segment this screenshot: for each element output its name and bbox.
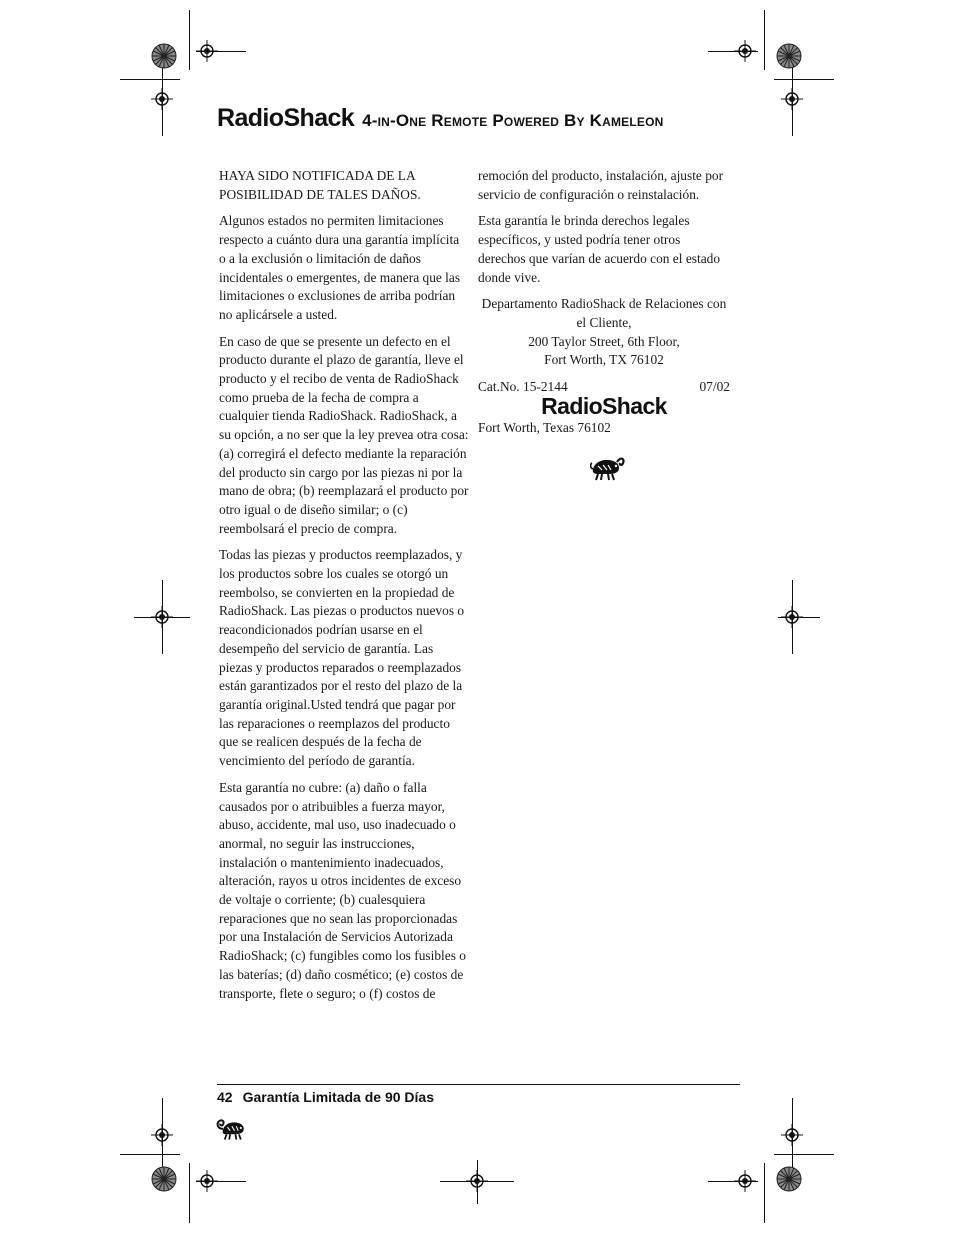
left-column [219,167,469,1011]
page-footer [217,1089,434,1105]
rosette-icon [151,43,177,69]
brand-logo: RadioShack [217,104,355,132]
registration-mark-icon [734,1170,756,1192]
registration-mark-icon [734,40,756,62]
contact-address [478,295,730,370]
paragraph: Esta garantía le brinda derechos legales específicos, y usted podría tener otros derechos que varían de acuerdo con el estado donde vive. [478,213,721,285]
brand-logo: RadioShack [541,392,667,419]
crop-line [764,10,765,70]
crop-line [189,1163,190,1223]
crop-line [774,79,834,80]
catalog-number: Cat.No. 15-2144 [478,379,568,395]
registration-mark-icon [151,88,173,110]
address-line: 200 Taylor Street, 6th Floor, [528,333,680,349]
registration-mark-icon [466,1170,488,1192]
crop-line [764,1163,765,1223]
registration-mark-icon [781,1124,803,1146]
paragraph: En caso de que se presente un defecto en el producto durante el plazo de garantía, lleve el producto y el recibo de venta de RadioShack como prueba de la fecha de compra a cualquier tienda RadioShack. RadioShack, a su opción, a no ser que la ley prevea otra cosa: (a) corregirá el defecto mediante la reparación del producto sin cargo por las piezas ni por la mano de obra; (b) reemplazará el producto por otro igual o de diseño similar; o (c) reembolsará el precio de compra. [219,333,469,536]
page-number: 42 [217,1089,233,1105]
registration-mark-icon [781,606,803,628]
registration-mark-icon [196,40,218,62]
rosette-icon [151,1166,177,1192]
city-line: Fort Worth, Texas 76102 [478,420,611,436]
address-line: Fort Worth, TX 76102 [544,352,664,368]
crop-line [774,1154,834,1155]
crop-line [189,10,190,70]
page-header [217,104,664,133]
crop-line [120,1154,180,1155]
rosette-icon [776,43,802,69]
chameleon-icon [590,452,626,482]
rosette-icon [776,1166,802,1192]
footer-rule [217,1084,740,1085]
paragraph: HAYA SIDO NOTIFICADA DE LA POSIBILIDAD DE TALES DAÑOS. [219,168,421,202]
registration-mark-icon [151,1124,173,1146]
paragraph: Algunos estados no permiten limitaciones respecto a cuánto dura una garantía implícita o a la exclusión o limitación de daños incidentales o emergentes, de manera que las limitaciones o exclusiones de arriba podrían no aplicársele a usted. [219,213,461,322]
registration-mark-icon [781,88,803,110]
paragraph: remoción del producto, instalación, ajuste por servicio de configuración o reinstalación. [478,168,724,202]
paragraph: Todas las piezas y productos reemplazados, y los productos sobre los cuales se otorgó un reembolso, se convierten en la propiedad de RadioShack. Las piezas o productos nuevos o reacondicionados podrían usarse en el desempeño del servicio de garantía. Las piezas y productos reparados o reemplazados están garantizados por el resto del plazo de la garantía original.Usted tendrá que pagar por las reparaciones o reemplazos del producto que se realicen después de la fecha de vencimiento del período de garantía. [219,547,465,769]
paragraph: Esta garantía no cubre: (a) daño o falla causados por o atribuibles a fuerza mayor, abuso, accidente, mal uso, uso inadecuado o anormal, no seguir las instrucciones, instalación o mantenimiento inadecuados, alteración, rayos u otros incidentes de exceso de voltaje o corriente; (b) cualesquiera reparaciones que no sean las proporcionadas por una Instalación de Servicios Autorizada RadioShack; (c) fungibles como los fusibles o las baterías; (d) daño cosmético; (e) costos de transporte, flete o seguro; o (f) costos de [219,779,466,1001]
registration-mark-icon [196,1170,218,1192]
right-column [478,167,730,482]
chameleon-icon [215,1113,247,1143]
address-line: Departamento RadioShack de Relaciones con el Cliente, [481,296,727,330]
date-code: 07/02 [699,379,730,395]
registration-mark-icon [151,606,173,628]
section-title: Garantía Limitada de 90 Días [242,1089,434,1105]
page-title: 4-in-One Remote Powered By Kameleon [362,111,664,130]
crop-line [120,79,180,80]
